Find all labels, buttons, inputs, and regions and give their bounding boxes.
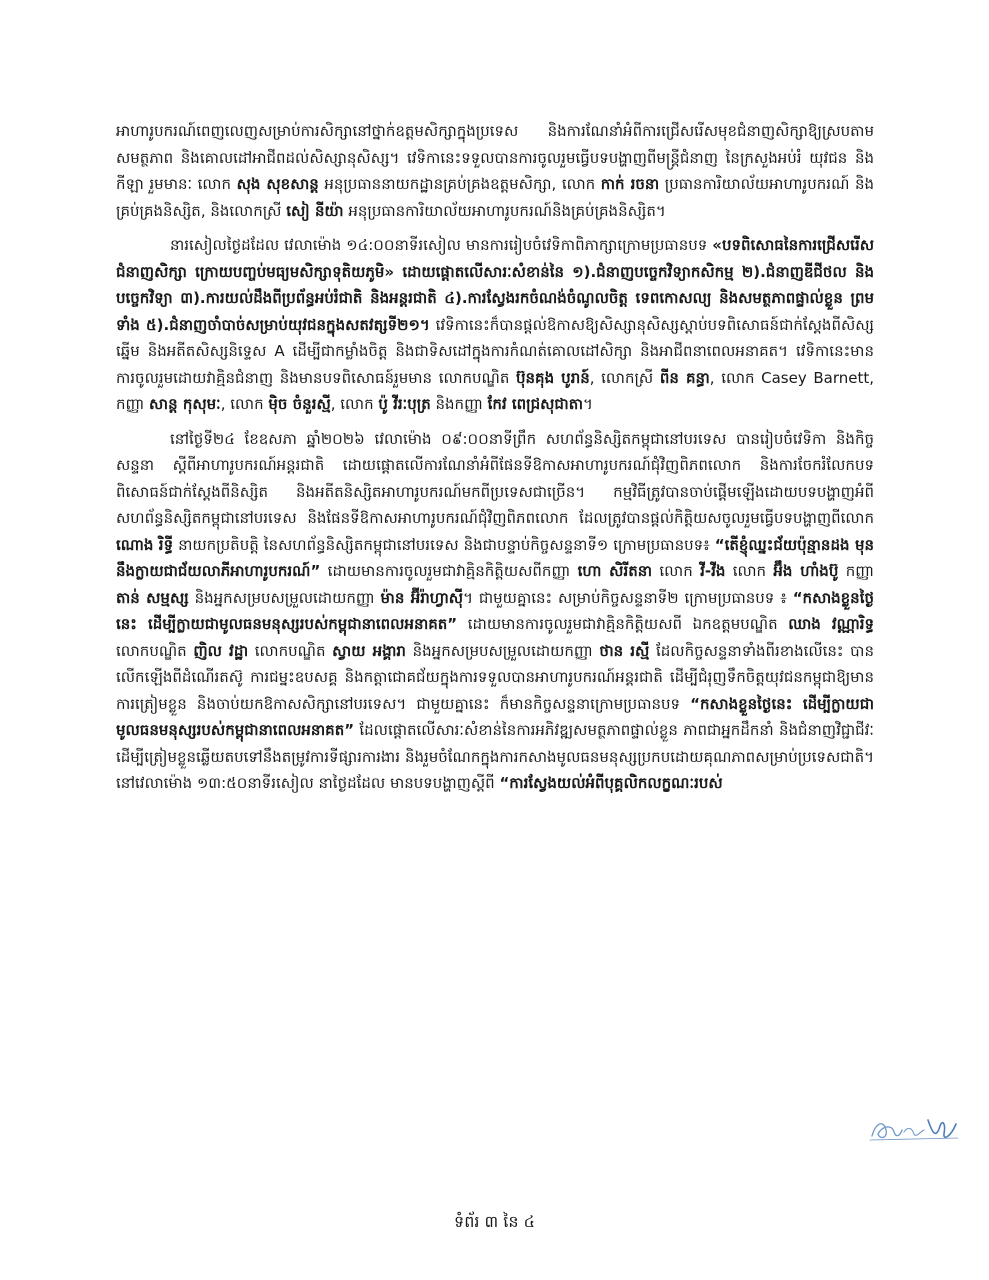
text-run: ដោយមានការចូលរួមជាវាគ្មិនកិត្តិយសពីកញ្ញា: [320, 562, 578, 580]
text-run: អនុប្រធានការិយាល័យអាហារូបករណ៍និងគ្រប់គ្រងនិស្សិត។: [343, 201, 666, 220]
bold-text-run: សៀ នីយ៉ា: [286, 201, 344, 220]
paragraph-2: [116, 232, 874, 418]
text-run: កញ្ញា: [838, 562, 874, 580]
bold-text-run: កែវ ពេជ្រសុជាតា: [487, 395, 583, 413]
bold-text-run: ឈាង វណ្ណារិទ្ធ: [788, 615, 875, 633]
text-run: , លោកស្រី: [589, 368, 660, 387]
text-run: អាហារូបករណ៍ពេញលេញសម្រាប់ការសិក្សានៅថ្នាក់ឧត្តមសិក្សាក្នុងប្រទេស និងការណែនាំអំពីការជ្រើសរើសមុខជំនាញសិក្សាឱ្យស្របតាមសមត្ថភាព និងគោលដៅអាជីពដល់សិស្សានុសិស្ស។ វេទិកានេះទទួលបានការចូលរួមធ្វើបទបង្ហាញពីមន្រ្តីជំនាញ នៃក្រសួងអប់រំ យុវជន និងកីឡា រួមមានៈ លោក: [116, 122, 874, 193]
text-run: , លោក: [330, 395, 379, 413]
text-run: និងអ្នកសម្របសម្រួលដោយកញ្ញា: [188, 588, 381, 607]
text-run: ដែលកិច្ចសន្ទនាទាំងពីរខាងលើនេះ បានលើកឡើងពីដំណើរតស៊ូ ការជម្នះឧបសគ្គ និងកត្តាជោគជ័យក្នុងការទទួលបានអាហារូបករណ៍អន្តរជាតិ ដើម្បីជំរុញទឹកចិត្តយុវជនកម្ពុជាឱ្យមានការត្រៀមខ្លួន និងចាប់យកឱកាសសិក្សានៅបរទេស។ ជាមួយគ្នានេះ ក៏មានកិច្ចសន្ទនាក្រោមប្រធានបទ: [116, 641, 874, 713]
bold-text-run: ស្វាយ អង្គារា: [332, 641, 406, 660]
bold-text-run: “កសាងខ្លួនថ្ងៃនេះ ដើម្បីក្លាយជាមូលធនមនុស្សរបស់កម្ពុជានាពេលអនាគត”: [116, 588, 874, 633]
text-run: លោក: [725, 562, 774, 580]
page-number: ទំព័រ ៣ នៃ ៤: [454, 1212, 535, 1231]
text-run: , លោក: [220, 395, 269, 413]
text-run: ប្រធានការិយាល័យអាហារូបករណ៍ និងគ្រប់គ្រងនិស្សិត, និងលោកស្រី: [116, 175, 875, 220]
bold-text-run: អ៊ឹង ហាំងប៊ូ: [773, 562, 839, 580]
text-run: ដោយមានការចូលរួមជាវាគ្មិនកិត្តិយសពី ឯកឧត្តមបណ្ឌិត: [457, 615, 789, 633]
text-run: នាយកប្រតិបត្តិ នៃសហព័ន្ធនិស្សិតកម្ពុជានៅបរទេស និងជាបន្ទាប់កិច្ចសន្ទនាទី១ ក្រោមប្រធានបទ៖: [173, 535, 715, 554]
bold-text-run: ហោ សិរីតនា: [577, 562, 653, 580]
paragraph-1: [116, 118, 874, 224]
bold-text-run: សាន្ត កុសុមៈ: [149, 395, 221, 413]
bold-text-run: កាក់ រចនា: [600, 175, 660, 193]
signature-mark: [866, 1112, 962, 1146]
body-text: [116, 118, 874, 805]
bold-text-run: ម៉ាន អ៊ីរ៉ាហ្វាស៊ី: [380, 588, 464, 607]
text-run: វេទិកានេះក៏បានផ្តល់ឱកាសឱ្យសិស្សានុសិស្សស្តាប់បទពិសោធន៍ជាក់ស្តែងពីសិស្សឆ្នើម និងអតីតសិស្សនិទ្ទេស A ដើម្បីជាកម្លាំងចិត្ត និងជាទិសដៅក្នុងការកំណត់គោលដៅសិក្សា និងអាជីពនាពេលអនាគត។ វេទិកានេះមានការចូលរួមដោយវាគ្មិនជំនាញ និងមានបទពិសោធន៍រួមមាន លោកបណ្ឌិត: [116, 315, 874, 387]
paragraph-3: [116, 426, 874, 797]
text-run: ។ ជាមួយគ្នានេះ សម្រាប់កិច្ចសន្ទនាទី២ ក្រោមប្រធានបទ ៖: [463, 588, 793, 607]
text-run: , លោក Casey Barnett, កញ្ញា: [116, 368, 875, 413]
bold-text-run: ដោយផ្តោតលើសារៈសំខាន់នៃ ១).ជំនាញបច្ចេកវិទ្យាកសិកម្ម ២).ជំនាញឌីជីថល និងបច្ចេកវិទ្យា ៣).ការយល់ដឹងពីប្រព័ន្ធអប់រំជាតិ និងអន្តរជាតិ ៤).ការស្វែងរកចំណង់ចំណូលចិត្ត ទេពកោសល្យ និងសមត្ថភាពផ្ទាល់ខ្លួន ព្រមទាំង ៥).ជំនាញចាំបាច់សម្រាប់យុវជនក្នុងសតវត្សទី២១។: [116, 262, 874, 334]
bold-text-run: «បទពិសោធនៃការជ្រើសរើសជំនាញសិក្សា ក្រោយបញ្ចប់មធ្យមសិក្សាទុតិយភូមិ»: [116, 236, 874, 281]
bold-text-run: “តើខ្ញុំឈ្នះជ័យប៉ុន្មានដង មុននឹងក្លាយជាជ័យលាភីអាហារូបករណ៍”: [116, 535, 874, 580]
text-run: លោកបណ្ឌិត: [248, 641, 333, 660]
text-run: ។: [583, 395, 593, 413]
bold-text-run: ពីន គន្ធា: [659, 368, 710, 387]
bold-text-run: “ការស្វែងយល់អំពីបុគ្គលិកលក្ខណៈរបស់: [499, 774, 723, 792]
bold-text-run: វី-វីង: [700, 562, 726, 580]
bold-text-run: ម៉ិច ចំនួរស្មី: [268, 395, 331, 413]
bold-text-run: ញិល វដ្ឋា: [193, 641, 249, 660]
text-run: អនុប្រធាននាយកដ្ឋានគ្រប់គ្រងឧត្តមសិក្សា, លោក: [318, 175, 601, 193]
text-run: លោក: [652, 562, 701, 580]
text-run: នៅថ្ងៃទី២៤ ខែឧសភា ឆ្នាំ២០២៦ វេលាម៉ោង ០៩:០០នាទីព្រឹក សហព័ន្ធនិស្សិតកម្ពុជានៅបរទេស បានរៀបចំវេទិកា និងកិច្ចសន្ទនា ស្តីពីអាហារូបករណ៍អន្តរជាតិ ដោយផ្តោតលើការណែនាំអំពីផែនទីឱកាសអាហារូបករណ៍ជុំវិញពិភពលោក និងការចែករំលែកបទពិសោធន៍ជាក់ស្តែងពីនិស្សិត និងអតីតនិស្សិតអាហារូបករណ៍មកពីប្រទេសជាច្រើន។ កម្មវិធីត្រូវបានចាប់ផ្តើមឡើងដោយបទបង្ហាញអំពី សហព័ន្ធនិស្សិតកម្ពុជានៅបរទេស និងផែនទីឱកាសអាហារូបករណ៍ជុំវិញពិភពលោក ដែលត្រូវបានផ្តល់កិត្តិយសចូលរួមធ្វើបទបង្ហាញពីលោក: [116, 429, 874, 527]
bold-text-run: ប៊ុនគុង បូរាន៍: [516, 368, 590, 387]
bold-text-run: សុង សុខសាន្ត: [236, 175, 319, 193]
bold-text-run: ប៉ូ វីរៈបុត្រ: [378, 395, 431, 413]
text-run: និងកញ្ញា: [430, 395, 488, 413]
bold-text-run: តាន់ សម្មស្ស: [116, 588, 189, 607]
bold-text-run: ណោង រិទ្ធី: [116, 535, 174, 554]
text-run: នារសៀលថ្ងៃដដែល វេលាម៉ោង ១៤:០០នាទីរសៀល មានការរៀបចំវេទិកាពិភាក្សាក្រោមប្រធានបទ: [170, 236, 713, 254]
bold-text-run: “កសាងខ្លួនថ្ងៃនេះ ដើម្បីក្លាយជាមូលធនមនុស្សរបស់កម្ពុជានាពេលអនាគត”: [116, 694, 874, 739]
text-run: និងអ្នកសម្របសម្រួលដោយកញ្ញា: [405, 641, 600, 660]
text-run: ដែលផ្តោតលើសារៈសំខាន់នៃការអភិវឌ្ឍសមត្ថភាពផ្ទាល់ខ្លួន ភាពជាអ្នកដឹកនាំ និងជំនាញវិជ្ជាជីវៈ ដើម្បីត្រៀមខ្លួនឆ្លើយតបទៅនឹងតម្រូវការទីផ្សារការងារ និងរួមចំណែកក្នុងការកសាងមូលធនមនុស្សប្រកបដោយគុណភាពសម្រាប់ប្រទេសជាតិ។ នៅវេលាម៉ោង ១៣:៥០នាទីរសៀល នាថ្ងៃដដែល មានបទបង្ហាញស្តីពី: [116, 721, 874, 792]
text-run: លោកបណ្ឌិត: [116, 641, 194, 660]
bold-text-run: ថាន រស្មី: [599, 641, 650, 660]
